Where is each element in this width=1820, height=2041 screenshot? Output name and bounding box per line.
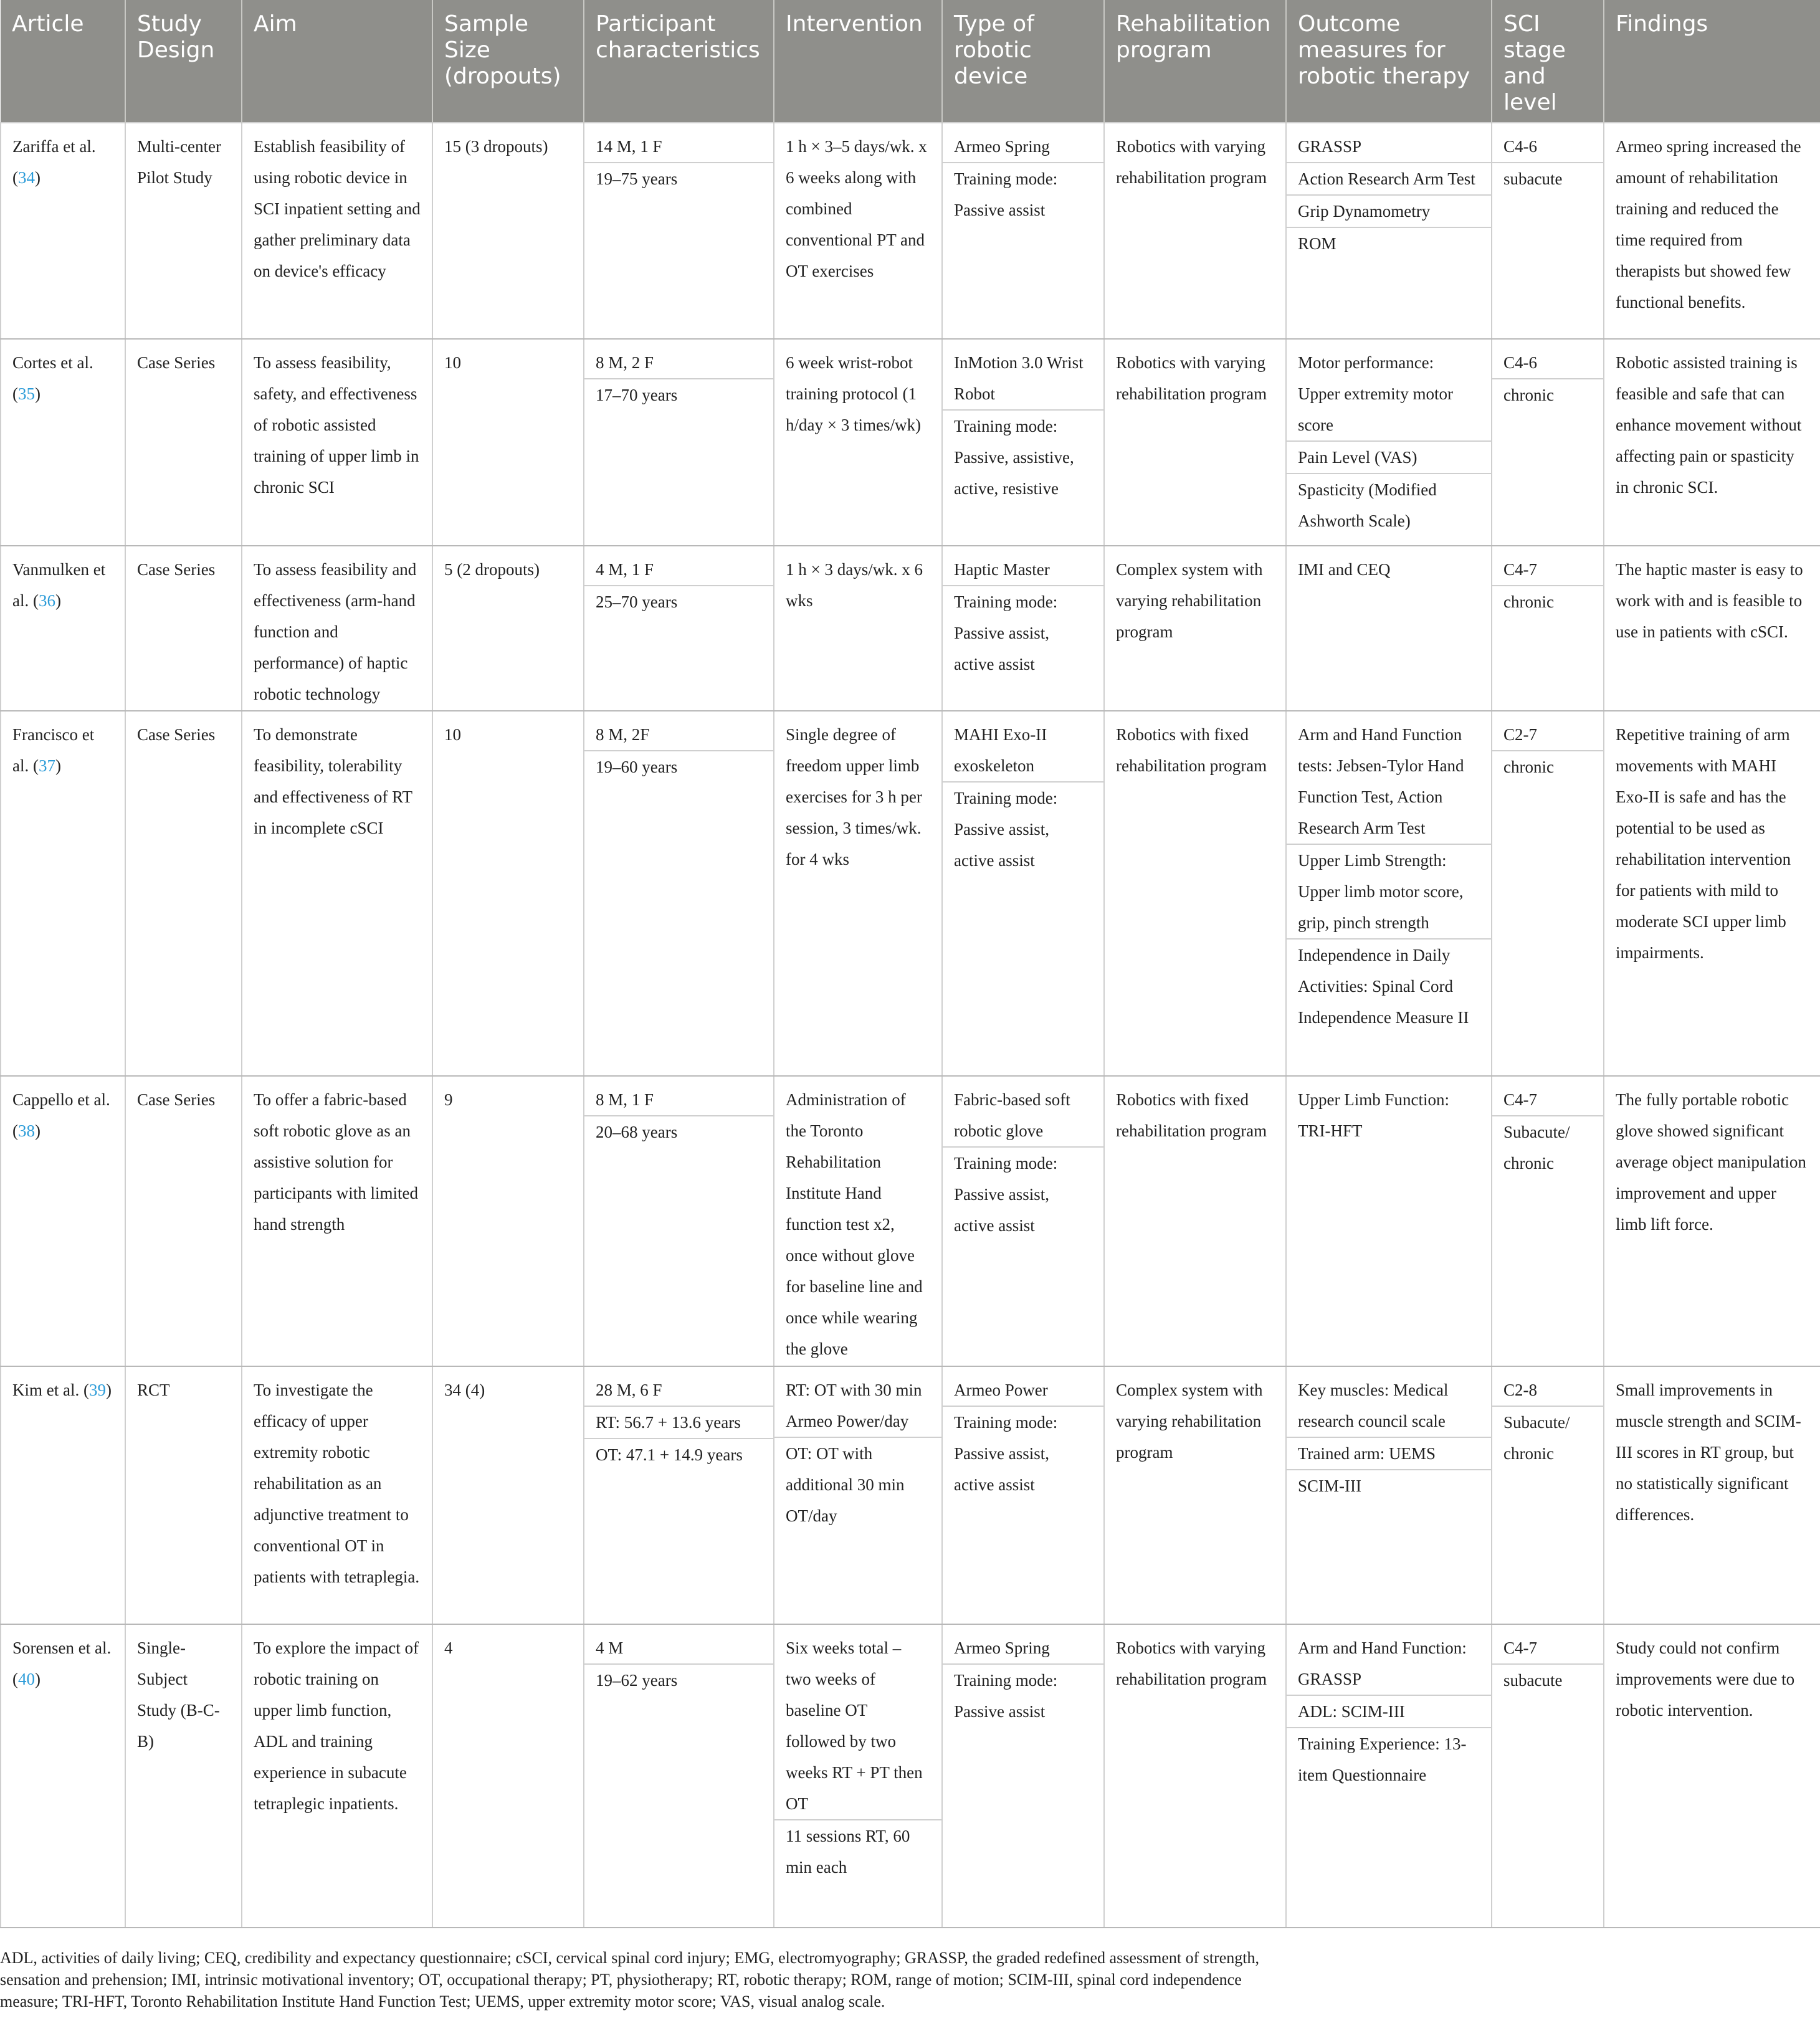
- study-design-cell: Multi-center Pilot Study: [125, 123, 242, 339]
- sci-stage-cell: [1492, 339, 1604, 545]
- sci-stage-cell-item: subacute: [1492, 162, 1603, 194]
- findings-cell: Study could not confirm improvements were due to robotic intervention.: [1604, 1624, 1820, 1928]
- device-cell-item: Fabric-based soft robotic glove: [954, 1090, 1070, 1141]
- device-cell-item: Training mode: Passive assist, active assist: [943, 1146, 1103, 1241]
- citation-link[interactable]: 40: [18, 1669, 35, 1688]
- participants-cell-item: 4 M: [596, 1638, 624, 1657]
- sci-stage-cell-item: Subacute/ chronic: [1492, 1406, 1603, 1469]
- outcomes-cell-item: Upper Limb Function: TRI-HFT: [1298, 1090, 1449, 1141]
- sci-stage-cell-item: chronic: [1492, 750, 1603, 783]
- sample-size-cell: 4: [432, 1624, 584, 1928]
- intervention-cell: [774, 546, 942, 711]
- intervention-cell: [774, 123, 942, 339]
- column-header: Outcome measures for robotic therapy: [1286, 0, 1492, 123]
- article-name: Cortes et al.: [12, 353, 93, 373]
- intervention-cell-item: 6 week wrist-robot training protocol (1 h/day × 3 times/wk): [786, 353, 921, 435]
- findings-cell: Robotic assisted training is feasible and safe that can enhance movement without affecting pain or spasticity in chronic SCI.: [1604, 339, 1820, 545]
- intervention-cell-item: 1 h × 3–5 days/wk. x 6 weeks along with combined conventional PT and OT exercises: [786, 137, 927, 280]
- study-design-cell: Single-Subject Study (B-C-B): [125, 1624, 242, 1928]
- intervention-cell-item: Administration of the Toronto Rehabilitation Institute Hand function test x2, once without glove for baseline line and once while wearing the glove: [786, 1090, 923, 1359]
- article-name: Cappello et al.: [12, 1090, 110, 1110]
- device-cell-item: Training mode: Passive assist, active assist: [943, 1406, 1103, 1500]
- header-row: [1, 0, 1820, 123]
- sci-stage-cell-item: chronic: [1492, 585, 1603, 617]
- device-cell: [942, 1366, 1104, 1624]
- article-cell: Zariffa et al. (34): [1, 123, 125, 339]
- outcomes-cell: [1286, 1624, 1492, 1928]
- findings-cell: Repetitive training of arm movements with MAHI Exo-II is safe and has the potential to be used as rehabilitation intervention for patients with mild to moderate SCI upper limb impairments.: [1604, 711, 1820, 1076]
- participants-cell-item: OT: 47.1 + 14.9 years: [584, 1438, 773, 1470]
- outcomes-cell-item: Independence in Daily Activities: Spinal Cord Independence Measure II: [1287, 938, 1491, 1033]
- table-row: [1, 123, 1820, 339]
- column-header: Type of robotic device: [942, 0, 1104, 123]
- participants-cell-item: RT: 56.7 + 13.6 years: [584, 1406, 773, 1438]
- findings-cell: The haptic master is easy to work with and is feasible to use in patients with cSCI.: [1604, 546, 1820, 711]
- participants-cell: [584, 1366, 774, 1624]
- sci-stage-cell-item: C4-7: [1503, 559, 1537, 579]
- intervention-cell: [774, 1624, 942, 1928]
- column-header: Aim: [242, 0, 432, 123]
- sci-stage-cell: [1492, 1076, 1604, 1366]
- article-cell: Cortes et al. (35): [1, 339, 125, 545]
- sci-stage-cell: [1492, 546, 1604, 711]
- participants-cell: [584, 1076, 774, 1366]
- device-cell-item: Armeo Power: [954, 1381, 1048, 1400]
- findings-cell: The fully portable robotic glove showed significant average object manipulation improvement and upper limb lift force.: [1604, 1076, 1820, 1366]
- article-cell: Francisco et al. (37): [1, 711, 125, 1076]
- citation-link[interactable]: 39: [88, 1381, 106, 1400]
- table-row: [1, 339, 1820, 545]
- column-header: Findings: [1604, 0, 1820, 123]
- outcomes-cell-item: Key muscles: Medical research council scale: [1298, 1381, 1449, 1431]
- table-row: [1, 546, 1820, 711]
- participants-cell-item: 17–70 years: [584, 378, 773, 411]
- sample-size-cell: 10: [432, 339, 584, 545]
- outcomes-cell-item: ADL: SCIM-III: [1287, 1695, 1491, 1727]
- sci-stage-cell-item: C2-8: [1503, 1381, 1537, 1400]
- outcomes-cell: [1286, 546, 1492, 711]
- aim-cell: To investigate the efficacy of upper extremity robotic rehabilitation as an adjunctive treatment to conventional OT in patients with tetraplegia.: [242, 1366, 432, 1624]
- device-cell-item: MAHI Exo-II exoskeleton: [954, 725, 1047, 775]
- study-design-cell: Case Series: [125, 1076, 242, 1366]
- intervention-cell: [774, 339, 942, 545]
- sample-size-cell: 15 (3 dropouts): [432, 123, 584, 339]
- participants-cell-item: 19–60 years: [584, 750, 773, 783]
- sample-size-cell: 5 (2 dropouts): [432, 546, 584, 711]
- column-header: Study Design: [125, 0, 242, 123]
- sci-stage-cell-item: C4-7: [1503, 1638, 1537, 1657]
- column-header: Intervention: [774, 0, 942, 123]
- sci-stage-cell-item: Subacute/ chronic: [1492, 1115, 1603, 1179]
- program-cell: Complex system with varying rehabilitation program: [1104, 1366, 1286, 1624]
- device-cell: [942, 546, 1104, 711]
- table-footnote: ADL, activities of daily living; CEQ, credibility and expectancy questionnaire; cSCI, cervical spinal cord injury; EMG, electromyography; GRASSP, the graded redefined assessment of strength, sensation and prehension; IMI, intrinsic motivational inventory; OT, occupational therapy; PT, physiotherapy; RT, robotic therapy; ROM, range of motion; SCIM-III, spinal cord independence measure; TRI-HFT, Toronto Rehabilitation Institute Hand Function Test; UEMS, upper extremity motor score; VAS, visual analog scale.: [0, 1949, 1260, 2010]
- device-cell: [942, 711, 1104, 1076]
- aim-cell: To offer a fabric-based soft robotic glove as an assistive solution for participants with limited hand strength: [242, 1076, 432, 1366]
- outcomes-cell: [1286, 339, 1492, 545]
- outcomes-cell-item: Grip Dynamometry: [1287, 194, 1491, 227]
- sci-stage-cell: [1492, 1366, 1604, 1624]
- outcomes-cell: [1286, 123, 1492, 339]
- sample-size-cell: 9: [432, 1076, 584, 1366]
- intervention-cell: [774, 1076, 942, 1366]
- participants-cell-item: 8 M, 2 F: [596, 353, 654, 373]
- column-header: Sample Size (dropouts): [432, 0, 584, 123]
- article-cell: Vanmulken et al. (36): [1, 546, 125, 711]
- aim-cell: To demonstrate feasibility, tolerability and effectiveness of RT in incomplete cSCI: [242, 711, 432, 1076]
- intervention-cell: [774, 1366, 942, 1624]
- table-row: [1, 711, 1820, 1076]
- participants-cell: [584, 339, 774, 545]
- article-name: Vanmulken et al.: [12, 559, 106, 610]
- participants-cell-item: 14 M, 1 F: [596, 137, 662, 156]
- outcomes-cell-item: Upper Limb Strength: Upper limb motor score, grip, pinch strength: [1287, 844, 1491, 938]
- device-cell-item: Training mode: Passive assist, active assist: [943, 585, 1103, 680]
- sci-stage-cell: [1492, 1624, 1604, 1928]
- participants-cell-item: 19–62 years: [584, 1663, 773, 1696]
- participants-cell: [584, 546, 774, 711]
- article-name: Sorensen et al.: [12, 1638, 112, 1657]
- column-header: SCI stage and level: [1492, 0, 1604, 123]
- program-cell: Robotics with varying rehabilitation program: [1104, 339, 1286, 545]
- participants-cell-item: 20–68 years: [584, 1115, 773, 1148]
- participants-cell: [584, 1624, 774, 1928]
- outcomes-cell-item: ROM: [1287, 227, 1491, 259]
- aim-cell: To assess feasibility, safety, and effectiveness of robotic assisted training of upper limb in chronic SCI: [242, 339, 432, 545]
- study-design-cell: Case Series: [125, 339, 242, 545]
- citation-link[interactable]: 36: [39, 591, 55, 610]
- aim-cell: Establish feasibility of using robotic device in SCI inpatient setting and gather preliminary data on device's efficacy: [242, 123, 432, 339]
- sci-stage-cell-item: C4-6: [1503, 137, 1537, 156]
- device-cell: [942, 1076, 1104, 1366]
- table-row: [1, 1076, 1820, 1366]
- participants-cell-item: 28 M, 6 F: [596, 1381, 662, 1400]
- outcomes-cell-item: Action Research Arm Test: [1287, 162, 1491, 194]
- participants-cell-item: 19–75 years: [584, 162, 773, 194]
- study-design-cell: Case Series: [125, 711, 242, 1076]
- outcomes-cell-item: Trained arm: UEMS: [1287, 1437, 1491, 1469]
- device-cell-item: Training mode: Passive assist, active assist: [943, 781, 1103, 876]
- aim-cell: To explore the impact of robotic training on upper limb function, ADL and training experience in subacute tetraplegic inpatients.: [242, 1624, 432, 1928]
- device-cell-item: Training mode: Passive assist: [943, 1663, 1103, 1727]
- outcomes-cell-item: Arm and Hand Function tests: Jebsen-Tylor Hand Function Test, Action Research Arm Test: [1298, 725, 1464, 837]
- device-cell: [942, 339, 1104, 545]
- table-row: [1, 1366, 1820, 1624]
- sci-stage-cell-item: subacute: [1492, 1663, 1603, 1696]
- study-design-cell: Case Series: [125, 546, 242, 711]
- device-cell-item: Training mode: Passive assist: [943, 162, 1103, 226]
- outcomes-cell-item: GRASSP: [1298, 137, 1362, 156]
- outcomes-cell: [1286, 711, 1492, 1076]
- device-cell-item: Armeo Spring: [954, 137, 1050, 156]
- participants-cell-item: 25–70 years: [584, 585, 773, 617]
- intervention-cell-item: RT: OT with 30 min Armeo Power/day: [786, 1381, 922, 1431]
- outcomes-cell: [1286, 1076, 1492, 1366]
- sci-stage-cell: [1492, 711, 1604, 1076]
- sci-stage-cell-item: C4-6: [1503, 353, 1537, 373]
- study-design-cell: RCT: [125, 1366, 242, 1624]
- device-cell: [942, 123, 1104, 339]
- program-cell: Robotics with fixed rehabilitation program: [1104, 711, 1286, 1076]
- program-cell: Robotics with varying rehabilitation program: [1104, 123, 1286, 339]
- findings-cell: Small improvements in muscle strength and SCIM-III scores in RT group, but no statistically significant differences.: [1604, 1366, 1820, 1624]
- participants-cell-item: 4 M, 1 F: [596, 559, 654, 579]
- device-cell-item: InMotion 3.0 Wrist Robot: [954, 353, 1084, 404]
- sci-stage-cell-item: chronic: [1492, 378, 1603, 411]
- device-cell-item: Haptic Master: [954, 559, 1050, 579]
- article-cell: Sorensen et al. (40): [1, 1624, 125, 1928]
- outcomes-cell-item: Motor performance: Upper extremity motor score: [1298, 353, 1453, 435]
- intervention-cell-item: Single degree of freedom upper limb exercises for 3 h per session, 3 times/wk. for 4 wks: [786, 725, 922, 868]
- outcomes-cell-item: Arm and Hand Function: GRASSP: [1298, 1638, 1467, 1688]
- outcomes-cell-item: IMI and CEQ: [1298, 559, 1391, 579]
- findings-cell: Armeo spring increased the amount of rehabilitation training and reduced the time required from therapists but showed few functional benefits.: [1604, 123, 1820, 339]
- article-cell: Kim et al. (39): [1, 1366, 125, 1624]
- program-cell: Robotics with fixed rehabilitation program: [1104, 1076, 1286, 1366]
- aim-cell: To assess feasibility and effectiveness (arm-hand function and performance) of haptic robotic technology: [242, 546, 432, 711]
- column-header: Participant characteristics: [584, 0, 774, 123]
- intervention-cell-item: OT: OT with additional 30 min OT/day: [774, 1437, 941, 1531]
- sample-size-cell: 10: [432, 711, 584, 1076]
- sci-stage-cell: [1492, 123, 1604, 339]
- table-row: [1, 1624, 1820, 1928]
- outcomes-cell: [1286, 1366, 1492, 1624]
- citation-link[interactable]: 37: [39, 756, 55, 775]
- citation-link[interactable]: 35: [18, 384, 35, 404]
- device-cell: [942, 1624, 1104, 1928]
- participants-cell: [584, 711, 774, 1076]
- sci-stage-cell-item: C4-7: [1503, 1090, 1537, 1110]
- outcomes-cell-item: SCIM-III: [1287, 1469, 1491, 1501]
- participants-cell: [584, 123, 774, 339]
- outcomes-cell-item: Spasticity (Modified Ashworth Scale): [1287, 473, 1491, 536]
- article-cell: Cappello et al. (38): [1, 1076, 125, 1366]
- sample-size-cell: 34 (4): [432, 1366, 584, 1624]
- outcomes-cell-item: Training Experience: 13-item Questionnaire: [1287, 1727, 1491, 1791]
- program-cell: Robotics with varying rehabilitation program: [1104, 1624, 1286, 1928]
- participants-cell-item: 8 M, 2F: [596, 725, 650, 744]
- table-body: [1, 123, 1820, 1928]
- sci-stage-cell-item: C2-7: [1503, 725, 1537, 744]
- outcomes-cell-item: Pain Level (VAS): [1287, 440, 1491, 473]
- device-cell-item: Armeo Spring: [954, 1638, 1050, 1657]
- article-name: Zariffa et al.: [12, 137, 96, 156]
- intervention-cell-item: 11 sessions RT, 60 min each: [774, 1819, 941, 1883]
- citation-link[interactable]: 34: [18, 168, 35, 187]
- device-cell-item: Training mode: Passive, assistive, active, resistive: [943, 409, 1103, 504]
- intervention-cell: [774, 711, 942, 1076]
- article-name: Kim et al.: [12, 1381, 80, 1400]
- program-cell: Complex system with varying rehabilitation program: [1104, 546, 1286, 711]
- intervention-cell-item: 1 h × 3 days/wk. x 6 wks: [786, 559, 923, 610]
- column-header: Article: [1, 0, 125, 123]
- intervention-cell-item: Six weeks total – two weeks of baseline OT followed by two weeks RT + PT then OT: [786, 1638, 923, 1813]
- participants-cell-item: 8 M, 1 F: [596, 1090, 654, 1110]
- column-header: Rehabilitation program: [1104, 0, 1286, 123]
- citation-link[interactable]: 38: [18, 1121, 35, 1141]
- article-name: Francisco et al.: [12, 725, 95, 775]
